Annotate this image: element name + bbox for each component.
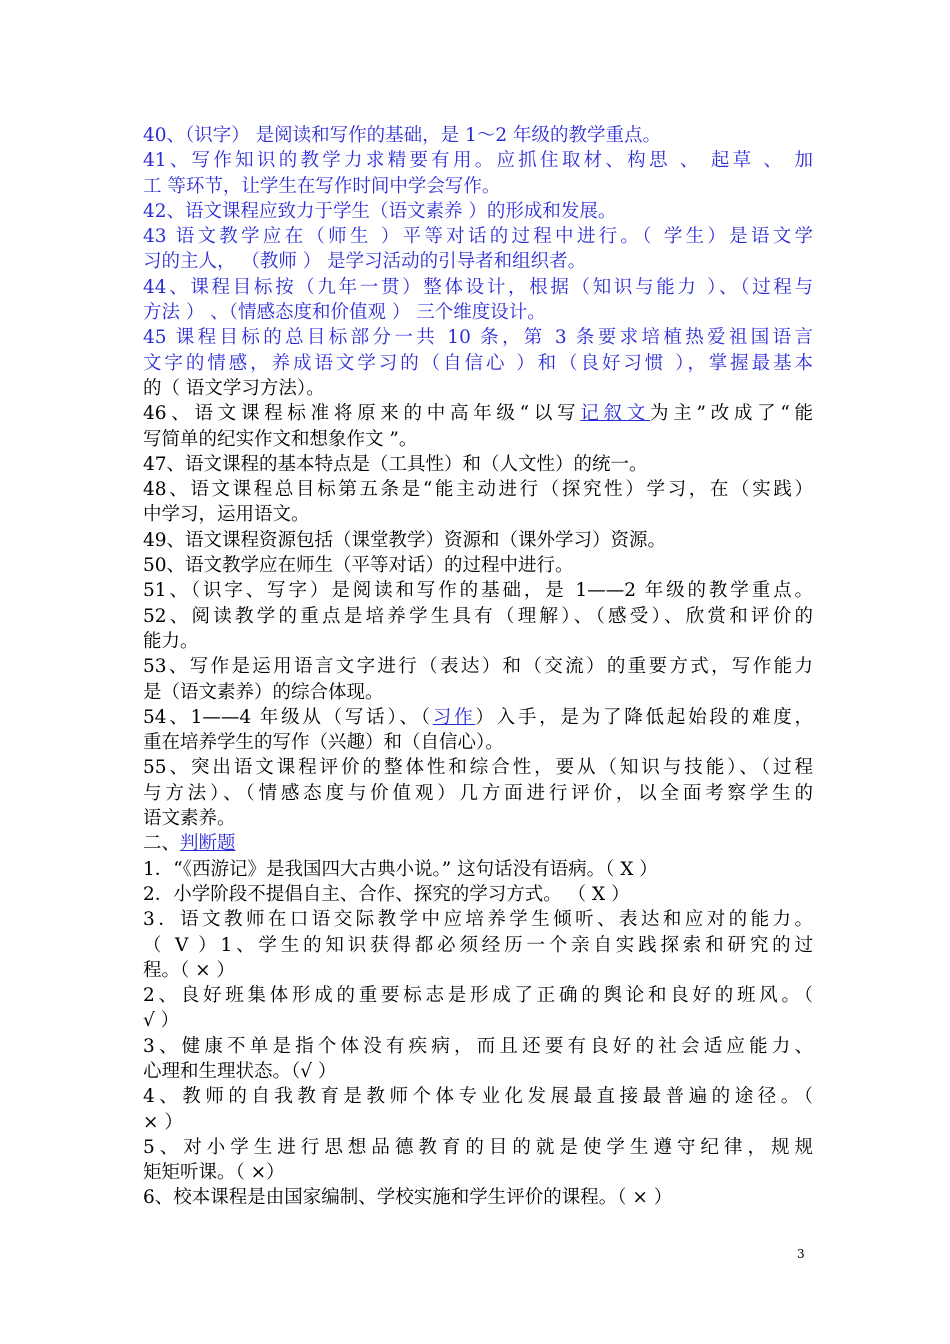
- fill-in-line: 工 等环节，让学生在写作时间中学会写作。: [143, 175, 501, 197]
- true-false-line: 程。（ × ）: [143, 959, 236, 981]
- fill-in-line: 语文素养。: [143, 808, 236, 830]
- fill-in-line: 52、阅读教学的重点是培养学生具有（理解）、（感受）、欣赏和评价的: [143, 605, 813, 627]
- fill-in-line: 方法 ） 、（情感态度和价值观 ） 三个维度设计。: [143, 302, 546, 324]
- fill-in-line: 44、课程目标按（九年一贯）整体设计，根据（知识与能力 ）、（过程与: [143, 276, 813, 298]
- true-false-questions: [143, 857, 813, 1211]
- fill-in-line: 53、写作是运用语言文字进行（表达）和（交流）的重要方式，写作能力: [143, 656, 813, 678]
- fill-in-line: 与方法）、（情感态度与价值观）几方面进行评价，以全面考察学生的: [143, 782, 813, 804]
- true-false-line: 矩矩听课。（ ×）: [143, 1162, 285, 1184]
- fill-in-questions-54-55: [143, 730, 813, 831]
- true-false-line: × ）: [143, 1111, 183, 1133]
- true-false-line: 2、良好班集体形成的重要标志是形成了正确的舆论和良好的班风。（: [143, 985, 813, 1007]
- fill-in-questions-40-45: [143, 123, 813, 401]
- true-false-line: 心理和生理状态。（√ ）: [143, 1060, 337, 1082]
- fill-in-line: 的（ 语文学习方法）。: [143, 377, 325, 399]
- true-false-line: 2．小学阶段不提倡自主、合作、探究的学习方式。 （ X ）: [143, 883, 630, 905]
- true-false-line: √ ）: [143, 1010, 180, 1032]
- true-false-line: 4、教师的自我教育是教师个体专业化发展最直接最普遍的途径。（: [143, 1086, 813, 1108]
- fill-in-line: 45 课程目标的总目标部分一共 10 条，第 3 条要求培植热爱祖国语言: [143, 327, 813, 349]
- page-number: 3: [797, 1247, 805, 1261]
- true-false-line: 3．语文教师在口语交际教学中应培养学生倾听、表达和应对的能力。: [143, 909, 813, 931]
- fill-in-line: 49、语文课程资源包括（课堂教学）资源和（课外学习）资源。: [143, 529, 667, 551]
- true-false-line: 6、校本课程是由国家编制、学校实施和学生评价的课程。（ × ）: [143, 1187, 673, 1209]
- fill-in-line: 是（语文素养）的综合体现。: [143, 681, 384, 703]
- question-54-line-1: [143, 705, 813, 730]
- fill-in-line: 中学习，运用语文。: [143, 504, 310, 526]
- link-true-false-questions[interactable]: 判断题: [180, 833, 236, 855]
- true-false-line: 1．“《西游记》是我国四大古典小说。” 这句话没有语病。（ X ）: [143, 858, 658, 880]
- fill-in-line: 重在培养学生的写作（兴趣）和（自信心）。: [143, 732, 504, 754]
- fill-in-line: 43 语文教学应在（师生 ）平等对话的过程中进行。（ 学生）是语文学: [143, 226, 813, 248]
- question-46-line-1: [143, 401, 813, 426]
- true-false-line: 3、健康不单是指个体没有疾病，而且还要有良好的社会适应能力、: [143, 1035, 813, 1057]
- fill-in-questions-46-53: [143, 427, 813, 705]
- fill-in-line: 55、突出语文课程评价的整体性和综合性，要从（知识与技能）、（过程: [143, 757, 813, 779]
- fill-in-line: 47、语文课程的基本特点是（工具性）和（人文性）的统一。: [143, 453, 648, 475]
- question-54-text-after: ）入手，是为了降低起始段的难度，: [475, 706, 813, 728]
- section-heading: [143, 831, 813, 856]
- fill-in-line: 写简单的纪实作文和想象作文 ”。: [143, 428, 418, 450]
- question-54-text-before: 54、1——4 年级从（写话）、（: [143, 706, 433, 728]
- section-prefix: 二、: [143, 833, 181, 855]
- fill-in-line: 51、（识字、写字）是阅读和写作的基础，是 1——2 年级的教学重点。: [143, 580, 813, 602]
- fill-in-line: 42、语文课程应致力于学生（语文素养 ）的形成和发展。: [143, 200, 617, 222]
- fill-in-line: 50、语文教学应在师生（平等对话）的过程中进行。: [143, 555, 574, 577]
- question-46-text-before: 46、语文课程标准将原来的中高年级“以写: [143, 403, 581, 425]
- link-composition[interactable]: 习作: [432, 706, 476, 728]
- link-narrative-essay[interactable]: 记叙文: [580, 403, 650, 425]
- fill-in-line: 48、语文课程总目标第五条是“能主动进行（探究性）学习，在（实践）: [143, 479, 813, 501]
- fill-in-line: 40、（识字） 是阅读和写作的基础，是 1～2 年级的教学重点。: [143, 125, 661, 146]
- fill-in-line: 习的主人， （教师 ） 是学习活动的引导者和组织者。: [143, 251, 587, 273]
- fill-in-line: 文字的情感，养成语文学习的（自信心 ）和（良好习惯 ），掌握最基本: [143, 352, 813, 374]
- true-false-line: （ V ）1、学生的知识获得都必须经历一个亲自实践探索和研究的过: [143, 934, 813, 956]
- question-46-text-after: 为主”改成了“能: [650, 403, 813, 425]
- page-content: [143, 123, 813, 1211]
- true-false-line: 5、对小学生进行思想品德教育的目的就是使学生遵守纪律，规规: [143, 1136, 813, 1158]
- fill-in-line: 41、写作知识的教学力求精要有用。应抓住取材、构思 、 起草 、 加: [143, 150, 813, 172]
- fill-in-line: 能力。: [143, 630, 199, 652]
